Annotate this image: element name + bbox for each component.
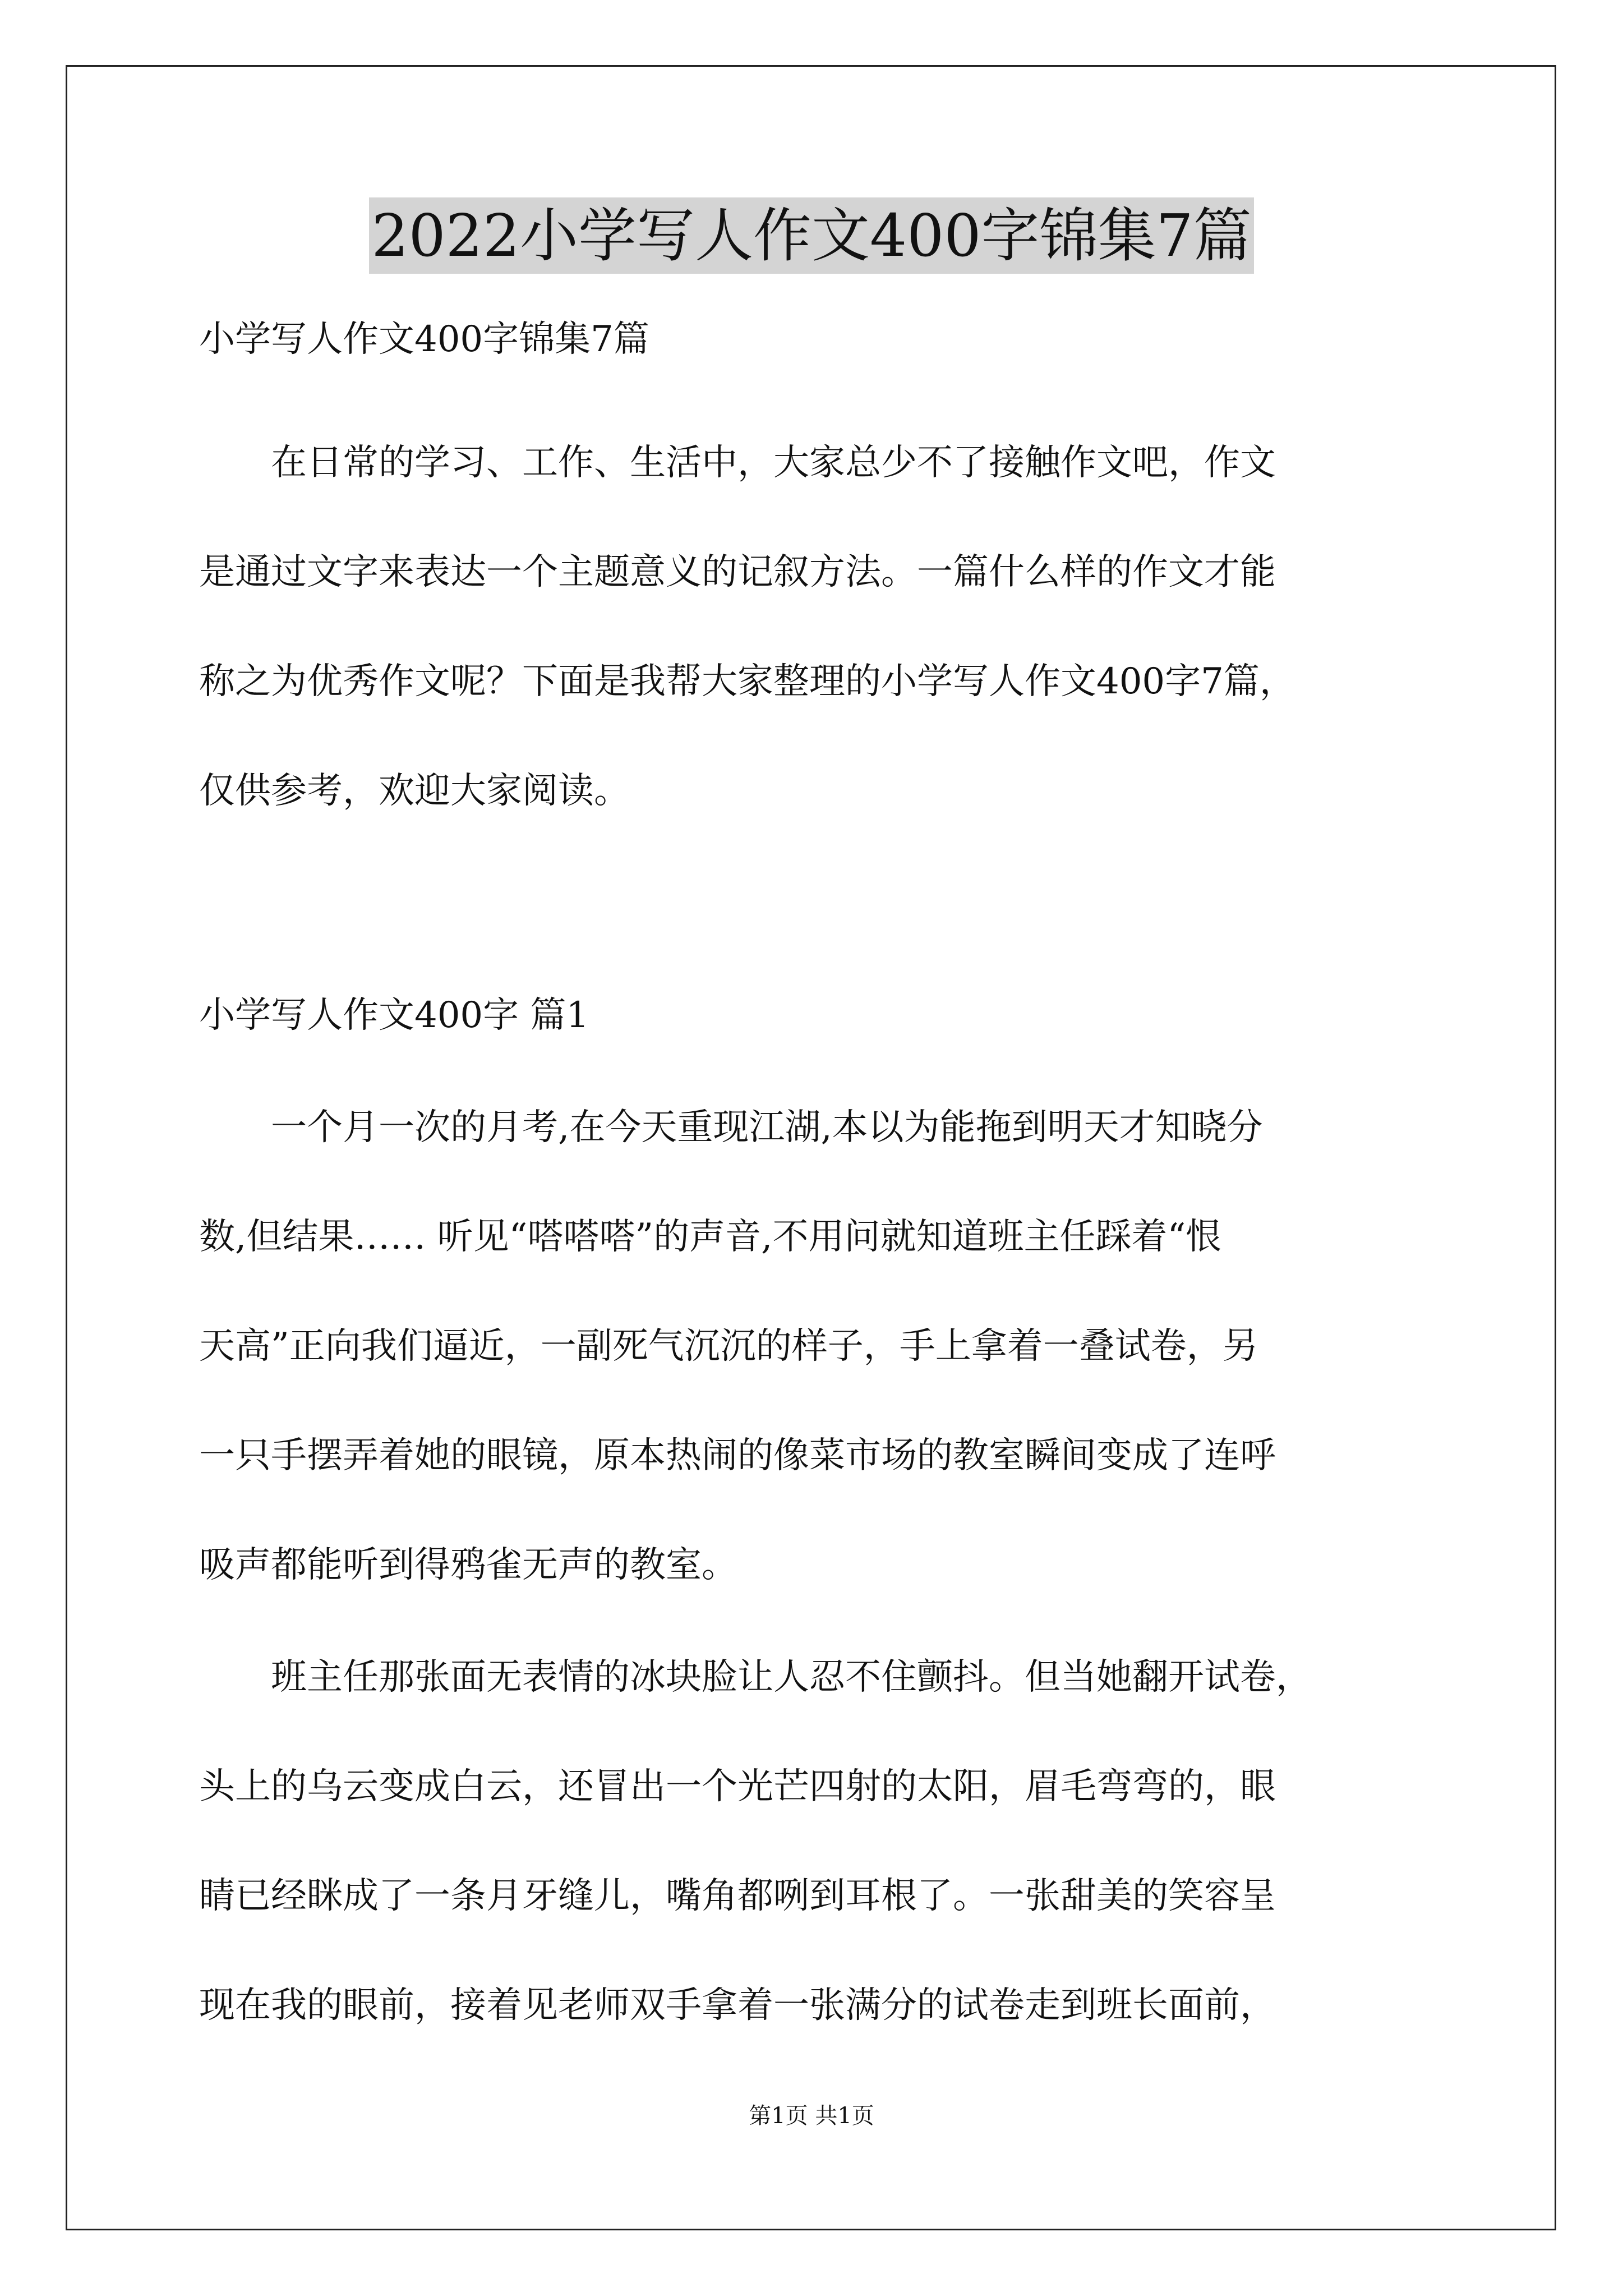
para1-line: 一个月一次的月考,在今天重现江湖,本以为能拖到明天才知晓分 [199,1107,1263,1148]
document-subtitle: 小学写人作文400字锦集7篇 [199,319,649,360]
para2-line: 班主任那张面无表情的冰块脸让人忍不住颤抖。但当她翻开试卷， [199,1657,1312,1698]
para2-line: 睛已经眯成了一条月牙缝儿，嘴角都咧到耳根了。一张甜美的笑容呈 [199,1875,1276,1917]
para2-line: 现在我的眼前，接着见老师双手拿着一张满分的试卷走到班长面前， [199,1985,1276,2026]
document-title: 2022小学写人作文400字锦集7篇 [369,197,1253,274]
para2-line: 头上的乌云变成白云，还冒出一个光芒四射的太阳，眉毛弯弯的，眼 [199,1766,1276,1807]
title-container [0,197,1623,274]
intro-line: 称之为优秀作文呢？下面是我帮大家整理的小学写人作文400字7篇， [199,661,1295,702]
para1-line: 吸声都能听到得鸦雀无声的教室。 [199,1544,737,1586]
para1-line: 天高”正向我们逼近，一副死气沉沉的样子，手上拿着一叠试卷，另 [199,1326,1258,1367]
page-footer: 第1页 共1页 [749,2103,874,2129]
intro-line: 是通过文字来表达一个主题意义的记叙方法。一篇什么样的作文才能 [199,551,1276,593]
para1-line: 数,但结果…… 听见“嗒嗒嗒”的声音,不用问就知道班主任踩着“恨 [199,1216,1222,1258]
section-heading: 小学写人作文400字 篇1 [199,995,589,1036]
para1-line: 一只手摆弄着她的眼镜，原本热闹的像菜市场的教室瞬间变成了连呼 [199,1435,1276,1476]
intro-line: 在日常的学习、工作、生活中，大家总少不了接触作文吧，作文 [199,442,1276,484]
intro-line: 仅供参考，欢迎大家阅读。 [199,770,630,812]
